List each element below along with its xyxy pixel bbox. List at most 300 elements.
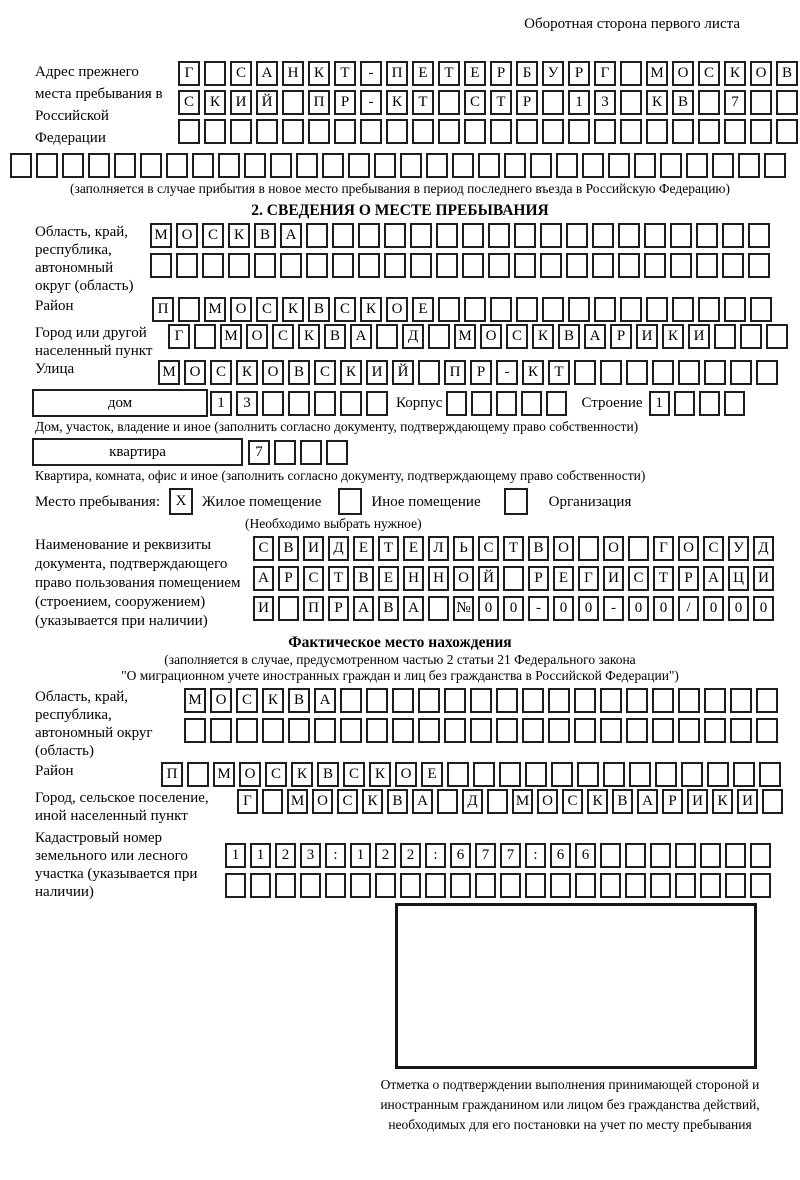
char-box[interactable]: О <box>312 789 333 814</box>
char-box[interactable] <box>733 762 755 787</box>
char-box[interactable] <box>550 873 571 898</box>
char-box[interactable]: П <box>308 90 330 115</box>
char-box[interactable]: К <box>522 360 544 385</box>
char-box[interactable] <box>548 688 570 713</box>
char-box[interactable]: М <box>646 61 668 86</box>
char-box[interactable] <box>88 153 110 178</box>
char-box[interactable] <box>503 566 524 591</box>
char-box[interactable] <box>438 119 460 144</box>
char-box[interactable]: О <box>210 688 232 713</box>
char-box[interactable]: С <box>628 566 649 591</box>
char-box[interactable]: 3 <box>236 391 258 416</box>
char-box[interactable] <box>270 153 292 178</box>
char-box[interactable]: М <box>454 324 476 349</box>
char-box[interactable] <box>384 223 406 248</box>
char-box[interactable] <box>418 688 440 713</box>
char-box[interactable] <box>618 223 640 248</box>
char-box[interactable]: 0 <box>753 596 774 621</box>
char-box[interactable]: О <box>262 360 284 385</box>
char-box[interactable] <box>525 762 547 787</box>
char-box[interactable]: С <box>178 90 200 115</box>
char-box[interactable]: О <box>672 61 694 86</box>
char-box[interactable] <box>660 153 682 178</box>
checkbox-organizaciya[interactable] <box>504 488 528 515</box>
char-box[interactable]: С <box>337 789 358 814</box>
char-box[interactable] <box>202 253 224 278</box>
checkbox-inoe-pomeshchenie[interactable] <box>338 488 362 515</box>
char-box[interactable] <box>700 843 721 868</box>
char-box[interactable] <box>275 873 296 898</box>
char-box[interactable]: А <box>412 789 433 814</box>
char-box[interactable]: А <box>403 596 424 621</box>
char-box[interactable] <box>488 253 510 278</box>
char-box[interactable] <box>592 223 614 248</box>
char-box[interactable] <box>348 153 370 178</box>
char-box[interactable] <box>712 153 734 178</box>
char-box[interactable] <box>487 789 508 814</box>
char-box[interactable] <box>542 90 564 115</box>
char-box[interactable]: Ц <box>728 566 749 591</box>
char-box[interactable] <box>410 253 432 278</box>
char-box[interactable] <box>628 536 649 561</box>
char-box[interactable]: И <box>688 324 710 349</box>
char-box[interactable] <box>204 61 226 86</box>
char-box[interactable] <box>340 718 362 743</box>
char-box[interactable] <box>462 253 484 278</box>
char-box[interactable] <box>724 119 746 144</box>
char-box[interactable]: О <box>239 762 261 787</box>
char-box[interactable] <box>314 391 336 416</box>
char-box[interactable] <box>698 90 720 115</box>
char-box[interactable] <box>218 153 240 178</box>
char-box[interactable] <box>678 360 700 385</box>
char-box[interactable]: 2 <box>275 843 296 868</box>
char-box[interactable] <box>410 223 432 248</box>
char-box[interactable] <box>516 297 538 322</box>
char-box[interactable]: А <box>280 223 302 248</box>
char-box[interactable]: К <box>236 360 258 385</box>
char-box[interactable] <box>776 119 798 144</box>
char-box[interactable]: Е <box>412 297 434 322</box>
char-box[interactable]: М <box>512 789 533 814</box>
char-box[interactable]: : <box>425 843 446 868</box>
char-box[interactable]: / <box>678 596 699 621</box>
char-box[interactable] <box>566 223 588 248</box>
char-box[interactable] <box>436 253 458 278</box>
char-box[interactable]: Б <box>516 61 538 86</box>
char-box[interactable]: В <box>317 762 339 787</box>
char-box[interactable]: П <box>152 297 174 322</box>
char-box[interactable] <box>334 119 356 144</box>
char-box[interactable]: - <box>360 90 382 115</box>
char-box[interactable]: 3 <box>300 843 321 868</box>
char-box[interactable] <box>194 324 216 349</box>
char-box[interactable] <box>670 253 692 278</box>
char-box[interactable] <box>730 360 752 385</box>
char-box[interactable]: В <box>324 324 346 349</box>
char-box[interactable] <box>568 119 590 144</box>
char-box[interactable]: О <box>184 360 206 385</box>
char-box[interactable]: С <box>230 61 252 86</box>
char-box[interactable]: Р <box>470 360 492 385</box>
char-box[interactable]: 1 <box>649 391 670 416</box>
char-box[interactable] <box>625 843 646 868</box>
char-box[interactable] <box>447 762 469 787</box>
char-box[interactable] <box>750 843 771 868</box>
char-box[interactable] <box>496 718 518 743</box>
char-box[interactable] <box>575 873 596 898</box>
char-box[interactable]: И <box>636 324 658 349</box>
char-box[interactable] <box>681 762 703 787</box>
char-box[interactable] <box>436 223 458 248</box>
char-box[interactable]: - <box>496 360 518 385</box>
char-box[interactable] <box>140 153 162 178</box>
char-box[interactable]: С <box>202 223 224 248</box>
char-box[interactable] <box>670 223 692 248</box>
char-box[interactable] <box>756 360 778 385</box>
char-box[interactable] <box>462 223 484 248</box>
char-box[interactable]: 7 <box>475 843 496 868</box>
char-box[interactable] <box>325 873 346 898</box>
char-box[interactable]: Л <box>428 536 449 561</box>
char-box[interactable] <box>652 718 674 743</box>
char-box[interactable] <box>244 153 266 178</box>
char-box[interactable] <box>574 718 596 743</box>
char-box[interactable] <box>428 596 449 621</box>
char-box[interactable] <box>686 153 708 178</box>
char-box[interactable] <box>620 90 642 115</box>
char-box[interactable] <box>400 153 422 178</box>
char-box[interactable]: Т <box>653 566 674 591</box>
char-box[interactable] <box>228 253 250 278</box>
char-box[interactable]: Е <box>378 566 399 591</box>
char-box[interactable] <box>644 223 666 248</box>
checkbox-zhiloe-pomeshchenie[interactable] <box>169 488 193 515</box>
char-box[interactable] <box>178 119 200 144</box>
char-box[interactable]: Т <box>438 61 460 86</box>
char-box[interactable]: В <box>558 324 580 349</box>
char-box[interactable]: Е <box>464 61 486 86</box>
char-box[interactable]: - <box>603 596 624 621</box>
char-box[interactable] <box>582 153 604 178</box>
char-box[interactable] <box>62 153 84 178</box>
char-box[interactable]: С <box>314 360 336 385</box>
char-box[interactable] <box>358 223 380 248</box>
char-box[interactable] <box>470 688 492 713</box>
char-box[interactable]: Д <box>402 324 424 349</box>
char-box[interactable]: П <box>303 596 324 621</box>
char-box[interactable]: М <box>213 762 235 787</box>
char-box[interactable]: А <box>350 324 372 349</box>
char-box[interactable] <box>696 223 718 248</box>
char-box[interactable]: : <box>325 843 346 868</box>
char-box[interactable] <box>514 223 536 248</box>
char-box[interactable] <box>374 153 396 178</box>
char-box[interactable]: Р <box>516 90 538 115</box>
char-box[interactable] <box>725 843 746 868</box>
char-box[interactable]: К <box>298 324 320 349</box>
char-box[interactable]: С <box>464 90 486 115</box>
char-box[interactable]: В <box>254 223 276 248</box>
char-box[interactable]: Р <box>678 566 699 591</box>
char-box[interactable] <box>446 391 467 416</box>
char-box[interactable]: А <box>703 566 724 591</box>
char-box[interactable] <box>704 360 726 385</box>
char-box[interactable] <box>288 391 310 416</box>
char-box[interactable]: В <box>353 566 374 591</box>
char-box[interactable]: Т <box>490 90 512 115</box>
char-box[interactable] <box>704 718 726 743</box>
char-box[interactable] <box>184 718 206 743</box>
char-box[interactable] <box>282 90 304 115</box>
char-box[interactable]: Р <box>610 324 632 349</box>
char-box[interactable]: В <box>387 789 408 814</box>
char-box[interactable]: В <box>288 360 310 385</box>
char-box[interactable]: П <box>161 762 183 787</box>
char-box[interactable] <box>594 297 616 322</box>
char-box[interactable] <box>568 297 590 322</box>
char-box[interactable]: Ь <box>453 536 474 561</box>
char-box[interactable]: К <box>662 324 684 349</box>
char-box[interactable]: М <box>220 324 242 349</box>
char-box[interactable]: И <box>753 566 774 591</box>
char-box[interactable] <box>392 718 414 743</box>
char-box[interactable] <box>274 440 296 465</box>
char-box[interactable] <box>577 762 599 787</box>
char-box[interactable]: С <box>343 762 365 787</box>
char-box[interactable]: - <box>528 596 549 621</box>
char-box[interactable]: 0 <box>478 596 499 621</box>
char-box[interactable]: Т <box>334 61 356 86</box>
char-box[interactable] <box>629 762 651 787</box>
char-box[interactable]: К <box>646 90 668 115</box>
char-box[interactable] <box>698 119 720 144</box>
char-box[interactable] <box>750 873 771 898</box>
char-box[interactable]: К <box>291 762 313 787</box>
char-box[interactable] <box>634 153 656 178</box>
char-box[interactable] <box>236 718 258 743</box>
char-box[interactable]: К <box>308 61 330 86</box>
char-box[interactable] <box>620 61 642 86</box>
char-box[interactable] <box>471 391 492 416</box>
char-box[interactable] <box>375 873 396 898</box>
char-box[interactable] <box>748 223 770 248</box>
char-box[interactable] <box>366 688 388 713</box>
char-box[interactable] <box>296 153 318 178</box>
char-box[interactable] <box>551 762 573 787</box>
char-box[interactable]: 6 <box>550 843 571 868</box>
char-box[interactable] <box>652 360 674 385</box>
char-box[interactable] <box>225 873 246 898</box>
char-box[interactable] <box>672 297 694 322</box>
char-box[interactable] <box>340 391 362 416</box>
char-box[interactable] <box>500 873 521 898</box>
char-box[interactable] <box>150 253 172 278</box>
char-box[interactable]: К <box>532 324 554 349</box>
char-box[interactable] <box>386 119 408 144</box>
char-box[interactable] <box>762 789 783 814</box>
char-box[interactable]: № <box>453 596 474 621</box>
char-box[interactable] <box>438 297 460 322</box>
char-box[interactable]: 0 <box>653 596 674 621</box>
char-box[interactable]: О <box>678 536 699 561</box>
char-box[interactable]: А <box>637 789 658 814</box>
char-box[interactable]: Г <box>578 566 599 591</box>
char-box[interactable] <box>756 688 778 713</box>
char-box[interactable]: Т <box>378 536 399 561</box>
char-box[interactable] <box>672 119 694 144</box>
char-box[interactable] <box>650 843 671 868</box>
char-box[interactable] <box>675 873 696 898</box>
char-box[interactable]: 1 <box>210 391 232 416</box>
char-box[interactable] <box>384 253 406 278</box>
char-box[interactable]: Г <box>178 61 200 86</box>
char-box[interactable]: Р <box>528 566 549 591</box>
char-box[interactable]: Е <box>421 762 443 787</box>
char-box[interactable]: П <box>386 61 408 86</box>
char-box[interactable] <box>574 360 596 385</box>
char-box[interactable]: 0 <box>728 596 749 621</box>
char-box[interactable] <box>675 843 696 868</box>
char-box[interactable] <box>766 324 788 349</box>
char-box[interactable]: Д <box>462 789 483 814</box>
char-box[interactable] <box>36 153 58 178</box>
char-box[interactable] <box>10 153 32 178</box>
char-box[interactable]: М <box>287 789 308 814</box>
char-box[interactable]: В <box>776 61 798 86</box>
char-box[interactable] <box>254 253 276 278</box>
char-box[interactable]: М <box>204 297 226 322</box>
char-box[interactable]: Т <box>328 566 349 591</box>
char-box[interactable] <box>262 718 284 743</box>
char-box[interactable] <box>600 718 622 743</box>
char-box[interactable]: В <box>378 596 399 621</box>
char-box[interactable]: В <box>672 90 694 115</box>
char-box[interactable] <box>626 360 648 385</box>
char-box[interactable] <box>464 297 486 322</box>
char-box[interactable]: К <box>712 789 733 814</box>
char-box[interactable] <box>722 253 744 278</box>
char-box[interactable] <box>724 297 746 322</box>
char-box[interactable]: А <box>584 324 606 349</box>
char-box[interactable] <box>490 119 512 144</box>
char-box[interactable] <box>308 119 330 144</box>
char-box[interactable] <box>473 762 495 787</box>
char-box[interactable] <box>592 253 614 278</box>
char-box[interactable] <box>696 253 718 278</box>
char-box[interactable]: П <box>444 360 466 385</box>
char-box[interactable]: С <box>272 324 294 349</box>
char-box[interactable] <box>412 119 434 144</box>
char-box[interactable]: К <box>386 90 408 115</box>
char-box[interactable] <box>750 297 772 322</box>
char-box[interactable] <box>166 153 188 178</box>
char-box[interactable] <box>204 119 226 144</box>
char-box[interactable]: Д <box>328 536 349 561</box>
char-box[interactable]: И <box>737 789 758 814</box>
char-box[interactable]: А <box>253 566 274 591</box>
char-box[interactable] <box>540 253 562 278</box>
char-box[interactable]: О <box>553 536 574 561</box>
char-box[interactable] <box>548 718 570 743</box>
char-box[interactable]: Й <box>256 90 278 115</box>
char-box[interactable]: У <box>542 61 564 86</box>
char-box[interactable] <box>230 119 252 144</box>
char-box[interactable] <box>332 253 354 278</box>
char-box[interactable] <box>366 391 388 416</box>
char-box[interactable]: А <box>353 596 374 621</box>
char-box[interactable]: А <box>256 61 278 86</box>
char-box[interactable] <box>730 718 752 743</box>
char-box[interactable] <box>620 297 642 322</box>
char-box[interactable]: В <box>288 688 310 713</box>
char-box[interactable]: О <box>176 223 198 248</box>
char-box[interactable]: 1 <box>225 843 246 868</box>
char-box[interactable] <box>358 253 380 278</box>
char-box[interactable] <box>444 688 466 713</box>
char-box[interactable] <box>650 873 671 898</box>
char-box[interactable] <box>300 440 322 465</box>
char-box[interactable] <box>542 119 564 144</box>
char-box[interactable] <box>326 440 348 465</box>
char-box[interactable]: Р <box>662 789 683 814</box>
char-box[interactable]: С <box>210 360 232 385</box>
char-box[interactable] <box>262 391 284 416</box>
char-box[interactable] <box>678 688 700 713</box>
char-box[interactable] <box>428 324 450 349</box>
char-box[interactable] <box>698 297 720 322</box>
char-box[interactable] <box>464 119 486 144</box>
char-box[interactable]: О <box>537 789 558 814</box>
char-box[interactable] <box>655 762 677 787</box>
char-box[interactable] <box>516 119 538 144</box>
char-box[interactable]: 6 <box>575 843 596 868</box>
char-box[interactable]: 0 <box>628 596 649 621</box>
char-box[interactable]: Г <box>237 789 258 814</box>
char-box[interactable]: А <box>314 688 336 713</box>
char-box[interactable] <box>566 253 588 278</box>
char-box[interactable] <box>470 718 492 743</box>
char-box[interactable] <box>724 391 745 416</box>
char-box[interactable] <box>450 873 471 898</box>
char-box[interactable]: К <box>340 360 362 385</box>
char-box[interactable]: 0 <box>703 596 724 621</box>
char-box[interactable] <box>256 119 278 144</box>
char-box[interactable]: 7 <box>724 90 746 115</box>
char-box[interactable]: С <box>236 688 258 713</box>
char-box[interactable]: Т <box>503 536 524 561</box>
char-box[interactable] <box>425 873 446 898</box>
char-box[interactable] <box>603 762 625 787</box>
char-box[interactable]: Н <box>403 566 424 591</box>
char-box[interactable] <box>278 596 299 621</box>
char-box[interactable] <box>764 153 786 178</box>
char-box[interactable]: И <box>303 536 324 561</box>
char-box[interactable] <box>366 718 388 743</box>
char-box[interactable]: 0 <box>578 596 599 621</box>
char-box[interactable] <box>756 718 778 743</box>
char-box[interactable]: О <box>386 297 408 322</box>
char-box[interactable] <box>600 360 622 385</box>
char-box[interactable] <box>490 297 512 322</box>
char-box[interactable]: 2 <box>400 843 421 868</box>
char-box[interactable]: Р <box>334 90 356 115</box>
char-box[interactable] <box>176 253 198 278</box>
char-box[interactable] <box>522 688 544 713</box>
char-box[interactable] <box>504 153 526 178</box>
char-box[interactable] <box>646 297 668 322</box>
char-box[interactable]: И <box>366 360 388 385</box>
